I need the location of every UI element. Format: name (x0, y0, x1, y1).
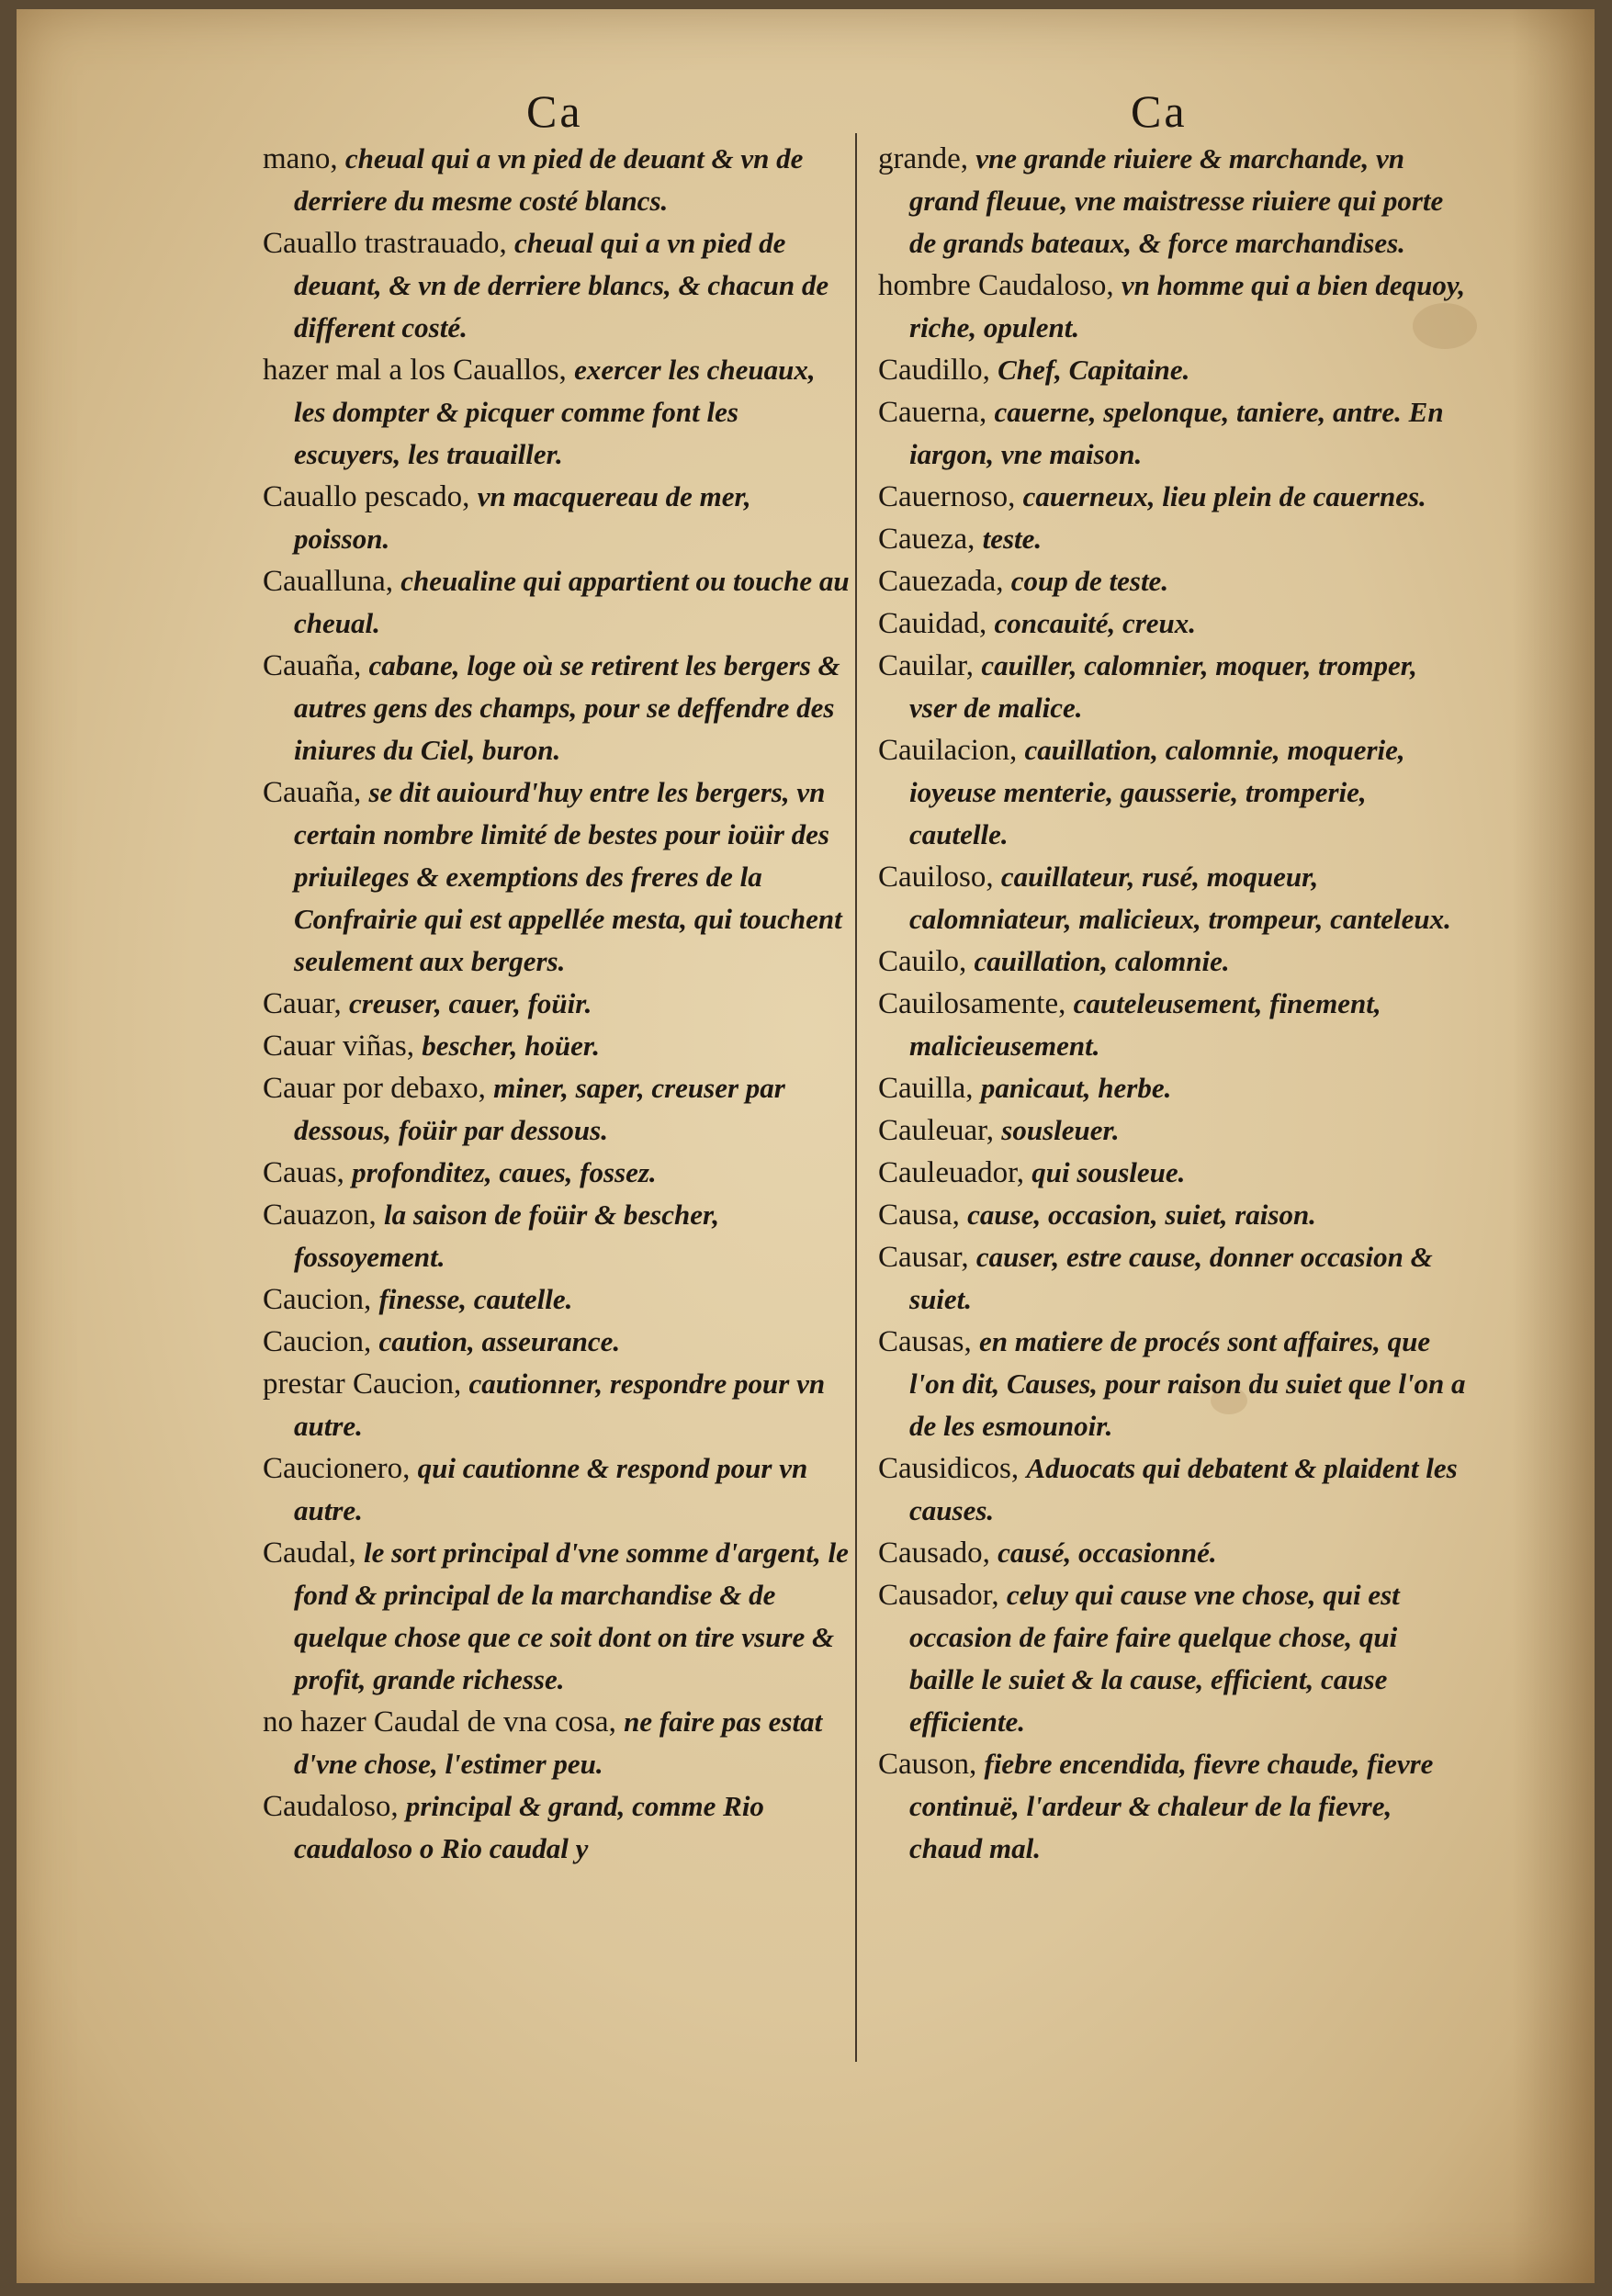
dictionary-entry (878, 983, 1466, 1067)
entry-headword: Cauerna, (878, 396, 987, 429)
entry-headword: Cauallo pescado, (263, 480, 470, 513)
dictionary-entry (878, 349, 1466, 391)
entry-definition: en matiere de procés sont affaires, que l'on dit, Causes, pour raison du suiet que l'on a de les esmounoir. (909, 1325, 1466, 1442)
dictionary-entry (878, 602, 1466, 645)
entry-definition: le sort principal d'vne somme d'argent, le fond & principal de la marchandise & de quelque chose que ce soit dont on tire vsure & profit, grande richesse. (294, 1536, 849, 1695)
entry-definition: caution, asseurance. (378, 1325, 621, 1357)
dictionary-entry (263, 1785, 851, 1870)
dictionary-entry (263, 1067, 851, 1152)
dictionary-entry (878, 940, 1466, 983)
entry-definition: vn macquereau de mer, poisson. (294, 480, 751, 555)
entry-definition: causer, estre cause, donner occasion & suiet. (909, 1241, 1433, 1315)
entry-definition: miner, saper, creuser par dessous, foüir par dessous. (294, 1072, 785, 1146)
entry-headword: Caucion, (263, 1283, 372, 1316)
dictionary-entry (878, 1321, 1466, 1447)
dictionary-entry (263, 222, 851, 349)
entry-headword: Cauilosamente, (878, 987, 1066, 1020)
entry-headword: hazer mal a los Cauallos, (263, 354, 567, 387)
entry-definition: vn homme qui a bien dequoy, riche, opulent. (909, 269, 1466, 343)
entry-definition: fiebre encendida, fievre chaude, fievre continuë, l'ardeur & chaleur de la fievre, chaud mal. (909, 1748, 1434, 1864)
running-head-right: Ca (1131, 85, 1188, 137)
dictionary-entry (878, 138, 1466, 264)
dictionary-entry (263, 476, 851, 560)
entry-definition: finesse, cautelle. (378, 1283, 573, 1315)
entry-headword: Cauar viñas, (263, 1030, 414, 1063)
dictionary-entry (263, 1447, 851, 1532)
entry-definition: cauteleusement, finement, malicieusement. (909, 987, 1381, 1062)
entry-definition: principal & grand, comme Rio caudaloso o Rio caudal y (294, 1790, 764, 1864)
entry-definition: Chef, Capitaine. (998, 354, 1190, 386)
entry-headword: Cauilla, (878, 1072, 974, 1105)
dictionary-entry (263, 1321, 851, 1363)
entry-definition: coup de teste. (1010, 565, 1169, 597)
dictionary-entry (878, 1236, 1466, 1321)
entry-headword: Cauleuar, (878, 1114, 995, 1147)
entry-headword: Caucionero, (263, 1452, 411, 1485)
entry-definition: sousleuer. (1001, 1114, 1120, 1146)
entry-definition: profonditez, caues, fossez. (352, 1156, 657, 1188)
dictionary-entry (263, 1701, 851, 1785)
entry-headword: mano, (263, 142, 338, 175)
entry-definition: cabane, loge où se retirent les bergers & autres gens des champs, pour se deffendre des iniures du Ciel, buron. (294, 649, 840, 766)
entry-headword: Cauezada, (878, 565, 1004, 598)
entry-definition: cauillation, calomnie. (974, 945, 1230, 977)
entry-headword: Caudaloso, (263, 1790, 399, 1823)
entry-definition: ne faire pas estat d'vne chose, l'estimer peu. (294, 1705, 823, 1780)
entry-headword: Cauilacion, (878, 734, 1018, 767)
entry-headword: grande, (878, 142, 969, 175)
entry-headword: Causar, (878, 1241, 969, 1274)
entry-headword: Causado, (878, 1536, 990, 1570)
entry-headword: Cauilar, (878, 649, 975, 682)
entry-definition: cauillateur, rusé, moqueur, calomniateur, malicieux, trompeur, canteleux. (909, 861, 1451, 935)
entry-headword: Cauazon, (263, 1199, 377, 1232)
dictionary-entry (878, 1447, 1466, 1532)
dictionary-entry (263, 1532, 851, 1701)
entry-headword: Caueza, (878, 523, 975, 556)
entry-definition: causé, occasionné. (998, 1536, 1217, 1569)
entry-headword: Cauleuador, (878, 1156, 1025, 1189)
dictionary-entry (263, 771, 851, 983)
entry-headword: prestar Caucion, (263, 1367, 462, 1401)
dictionary-entry (263, 983, 851, 1025)
entry-headword: Cauar, (263, 987, 342, 1020)
dictionary-page (17, 9, 1595, 2283)
right-column (878, 138, 1466, 1870)
entry-headword: Cauiloso, (878, 861, 994, 894)
entry-definition: qui cautionne & respond pour vn autre. (294, 1452, 808, 1526)
left-column (263, 138, 851, 1870)
entry-definition: se dit auiourd'huy entre les bergers, vn certain nombre limité de bestes pour ioüir des priuileges & exemptions des freres de la Confrairie qui est appellée mesta, qui touchent seulement aux bergers. (294, 776, 842, 977)
dictionary-entry (878, 1743, 1466, 1870)
dictionary-entry (878, 645, 1466, 729)
entry-headword: Causador, (878, 1579, 999, 1612)
dictionary-entry (878, 1152, 1466, 1194)
dictionary-entry (878, 1532, 1466, 1574)
entry-headword: Causidicos, (878, 1452, 1020, 1485)
entry-headword: Caucion, (263, 1325, 372, 1358)
entry-definition: qui sousleue. (1031, 1156, 1186, 1188)
entry-definition: cauillation, calomnie, moquerie, ioyeuse menterie, gausserie, tromperie, cautelle. (909, 734, 1405, 850)
entry-definition: cautionner, respondre pour vn autre. (294, 1367, 826, 1442)
entry-definition: creuser, cauer, foüir. (348, 987, 592, 1019)
entry-headword: no hazer Caudal de vna cosa, (263, 1705, 616, 1739)
entry-headword: Cauar por debaxo, (263, 1072, 486, 1105)
entry-definition: cheual qui a vn pied de deuant & vn de derriere du mesme costé blancs. (294, 142, 804, 217)
entry-definition: bescher, hoüer. (422, 1030, 600, 1062)
entry-headword: Caudillo, (878, 354, 990, 387)
dictionary-entry (878, 264, 1466, 349)
dictionary-entry (878, 1109, 1466, 1152)
dictionary-entry (263, 1194, 851, 1278)
entry-headword: Causa, (878, 1199, 960, 1232)
dictionary-entry (263, 349, 851, 476)
dictionary-entry (263, 1025, 851, 1067)
dictionary-entry (263, 560, 851, 645)
dictionary-entry (878, 729, 1466, 856)
entry-definition: cheualine qui appartient ou touche au cheual. (294, 565, 850, 639)
entry-definition: teste. (982, 523, 1043, 555)
entry-definition: Aduocats qui debatent & plaident les causes. (909, 1452, 1458, 1526)
entry-definition: celuy qui cause vne chose, qui est occasion de faire faire quelque chose, qui baille le suiet & la cause, efficient, cause efficiente. (909, 1579, 1400, 1738)
dictionary-entry (878, 391, 1466, 476)
entry-headword: Causas, (878, 1325, 972, 1358)
entry-definition: cause, occasion, suiet, raison. (967, 1199, 1316, 1231)
entry-definition: panicaut, herbe. (980, 1072, 1172, 1104)
entry-headword: Cauernoso, (878, 480, 1016, 513)
running-head-left: Ca (526, 85, 583, 137)
dictionary-entry (263, 1278, 851, 1321)
entry-headword: Causon, (878, 1748, 977, 1781)
entry-headword: Caudal, (263, 1536, 356, 1570)
entry-definition: la saison de foüir & bescher, fossoyement. (294, 1199, 720, 1273)
entry-headword: Caualluna, (263, 565, 394, 598)
dictionary-entry (878, 1194, 1466, 1236)
entry-definition: vne grande riuiere & marchande, vn grand fleuue, vne maistresse riuiere qui porte de grands bateaux, & force marchandises. (909, 142, 1444, 259)
entry-definition: cauiller, calomnier, moquer, tromper, vser de malice. (909, 649, 1417, 724)
entry-headword: Cauas, (263, 1156, 344, 1189)
dictionary-entry (878, 1574, 1466, 1743)
dictionary-entry (263, 1363, 851, 1447)
entry-definition: concauité, creux. (994, 607, 1197, 639)
entry-definition: cauerne, spelonque, taniere, antre. En iargon, vne maison. (909, 396, 1444, 470)
entry-definition: cheual qui a vn pied de deuant, & vn de derriere blancs, & chacun de different costé. (294, 227, 829, 343)
dictionary-entry (263, 1152, 851, 1194)
entry-definition: cauerneux, lieu plein de cauernes. (1022, 480, 1426, 512)
entry-headword: hombre Caudaloso, (878, 269, 1114, 302)
entry-headword: Cauallo trastrauado, (263, 227, 507, 260)
dictionary-entry (878, 518, 1466, 560)
dictionary-entry (263, 645, 851, 771)
dictionary-entry (878, 560, 1466, 602)
entry-definition: exercer les cheuaux, les dompter & picquer comme font les escuyers, les trauailler. (294, 354, 816, 470)
dictionary-entry (878, 856, 1466, 940)
column-divider (855, 133, 857, 2062)
entry-headword: Cauaña, (263, 649, 362, 682)
entry-headword: Cauilo, (878, 945, 967, 978)
entry-headword: Cauidad, (878, 607, 987, 640)
dictionary-entry (878, 476, 1466, 518)
entry-headword: Cauaña, (263, 776, 362, 809)
dictionary-entry (878, 1067, 1466, 1109)
dictionary-entry (263, 138, 851, 222)
